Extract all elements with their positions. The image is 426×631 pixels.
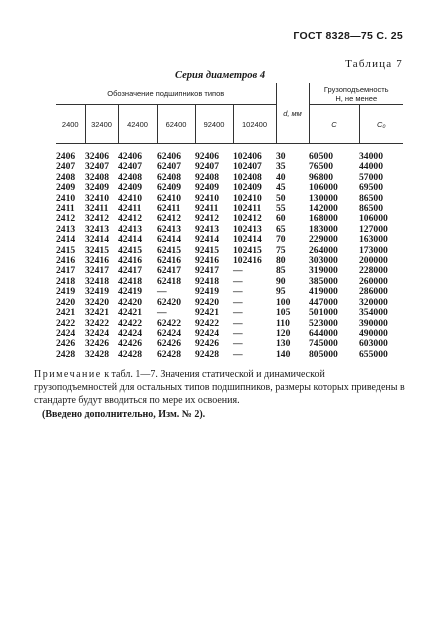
table-cell: 2424 [56, 327, 76, 339]
table-cell: 2421 [56, 307, 76, 319]
table-cell: 92414 [195, 234, 219, 246]
table-cell: 42411 [118, 203, 142, 215]
bearing-table [56, 83, 403, 360]
table-cell: 62422 [157, 317, 181, 329]
table-cell: 106000 [309, 182, 338, 194]
table-cell: 32422 [85, 317, 109, 329]
table-cell: 69500 [359, 182, 383, 194]
table-cell: 120 [276, 327, 291, 339]
table-cell: 260000 [359, 275, 388, 287]
table-cell: 42410 [118, 192, 142, 204]
table-cell: 92416 [195, 255, 219, 267]
table-cell: 644000 [309, 327, 338, 339]
note-label: Примечание [34, 369, 102, 380]
table-cell: — [233, 296, 243, 308]
table-cell: 92428 [195, 348, 219, 360]
table-cell: 62418 [157, 275, 181, 287]
table-cell: 40 [276, 171, 286, 183]
table-cell: 42415 [118, 244, 142, 256]
table-cell: 75 [276, 244, 286, 256]
table-cell: — [157, 307, 167, 319]
table-cell: 32417 [85, 265, 109, 277]
table-cell: 42422 [118, 317, 142, 329]
amendment-line: (Введено дополнительно, Изм. № 2). [42, 409, 206, 420]
table-row [56, 194, 403, 204]
col-header: 62400 [157, 105, 195, 144]
table-cell: — [233, 307, 243, 319]
table-cell: 655000 [359, 348, 388, 360]
table-cell: 62420 [157, 296, 181, 308]
table-cell: 92419 [195, 286, 219, 298]
table-cell: 80 [276, 255, 286, 267]
table-cell: 62410 [157, 192, 181, 204]
table-cell: 805000 [309, 348, 338, 360]
table-cell: 200000 [359, 255, 388, 267]
col-header: 32400 [85, 105, 118, 144]
table-cell: 102414 [233, 234, 262, 246]
table-cell: 92411 [195, 203, 219, 215]
table-cell: 62414 [157, 234, 181, 246]
table-cell: 264000 [309, 244, 338, 256]
table-cell: 2407 [56, 161, 76, 173]
table-cell: 102408 [233, 171, 262, 183]
table-cell: 354000 [359, 307, 388, 319]
table-cell: 32408 [85, 171, 109, 183]
series-title: Серия диаметров 4 [175, 70, 266, 81]
table-cell: 92417 [195, 265, 219, 277]
load-header-line2: Н, не менее [335, 93, 378, 103]
table-cell: 92410 [195, 192, 219, 204]
table-cell: 102412 [233, 213, 262, 225]
table-cell: 42414 [118, 234, 142, 246]
col-header: 102400 [233, 105, 276, 144]
table-cell: 286000 [359, 286, 388, 298]
table-cell: 32411 [85, 203, 109, 215]
table-cell: 32418 [85, 275, 109, 287]
table-cell: 42406 [118, 151, 142, 162]
table-cell: 320000 [359, 296, 388, 308]
table-cell: 65 [276, 223, 286, 235]
table-cell: 2420 [56, 296, 76, 308]
table-cell: 2414 [56, 234, 76, 246]
table-cell: 2422 [56, 317, 76, 329]
table-cell: 163000 [359, 234, 388, 246]
table-cell: 168000 [309, 213, 338, 225]
table-cell: 2411 [56, 203, 75, 215]
table-cell: 32415 [85, 244, 109, 256]
table-cell: 92409 [195, 182, 219, 194]
table-cell: 62417 [157, 265, 181, 277]
table-cell: 44000 [359, 161, 383, 173]
table-cell: 62407 [157, 161, 181, 173]
table-note [34, 368, 406, 407]
table-cell: 62426 [157, 338, 181, 350]
table-cell: 501000 [309, 307, 338, 319]
table-cell: 32421 [85, 307, 109, 319]
table-cell: 62428 [157, 348, 181, 360]
table-cell: 92415 [195, 244, 219, 256]
table-cell: — [233, 317, 243, 329]
col-header: 42400 [118, 105, 157, 144]
table-cell: — [233, 348, 243, 360]
table-cell: 32406 [85, 151, 109, 162]
table-cell: 92406 [195, 151, 219, 162]
table-cell: — [233, 265, 243, 277]
table-cell: 92412 [195, 213, 219, 225]
table-cell: 55 [276, 203, 286, 215]
table-cell: 32407 [85, 161, 109, 173]
table-cell: 2417 [56, 265, 76, 277]
table-cell: 42417 [118, 265, 142, 277]
table-cell: 140 [276, 348, 291, 360]
table-cell: 42424 [118, 327, 142, 339]
col-c0-header: C₀ [359, 105, 403, 144]
table-cell: — [233, 286, 243, 298]
table-cell: 130000 [309, 192, 338, 204]
table-cell: 62413 [157, 223, 181, 235]
table-cell: 90 [276, 275, 286, 287]
note-text: к табл. 1—7. Значения статической и динамической грузоподъемностей для остальных типов подшипников, размеры которых приведены в стандарте будут вводиться по мере их освоения. [34, 369, 405, 406]
table-cell: — [233, 327, 243, 339]
table-cell: 42421 [118, 307, 142, 319]
table-cell: 60 [276, 213, 286, 225]
table-cell: 2412 [56, 213, 76, 225]
table-cell: 228000 [359, 265, 388, 277]
table-cell: 102413 [233, 223, 262, 235]
table-cell: 42407 [118, 161, 142, 173]
table-row [56, 144, 403, 163]
table-cell: 2406 [56, 151, 76, 162]
table-cell: 183000 [309, 223, 338, 235]
table-cell: 32426 [85, 338, 109, 350]
table-cell: 42412 [118, 213, 142, 225]
table-cell: 42426 [118, 338, 142, 350]
table-cell: 70 [276, 234, 286, 246]
table-cell: 85 [276, 265, 286, 277]
table-cell: 92407 [195, 161, 219, 173]
table-cell: 62411 [157, 203, 181, 215]
table-cell: 2410 [56, 192, 76, 204]
group-header: Обозначение подшипников типов [56, 83, 276, 105]
table-cell: 42408 [118, 171, 142, 183]
table-cell: 42418 [118, 275, 142, 287]
table-cell: 102416 [233, 255, 262, 267]
table-cell: 419000 [309, 286, 338, 298]
table-cell: 2408 [56, 171, 76, 183]
table-body [56, 144, 403, 361]
table-cell: 102411 [233, 203, 262, 215]
table-cell: 86500 [359, 203, 383, 215]
table-cell: 2413 [56, 223, 76, 235]
table-cell: 32424 [85, 327, 109, 339]
table-cell: 92413 [195, 223, 219, 235]
table-cell: 102410 [233, 192, 262, 204]
table-cell: 42416 [118, 255, 142, 267]
table-cell: 102406 [233, 151, 262, 162]
table-cell: 42409 [118, 182, 142, 194]
table-cell: 92408 [195, 171, 219, 183]
table-cell: 62424 [157, 327, 181, 339]
table-cell: 385000 [309, 275, 338, 287]
table-cell: 105 [276, 307, 291, 319]
table-cell: 62406 [157, 151, 181, 162]
table-cell: 2409 [56, 182, 76, 194]
table-cell: 42428 [118, 348, 142, 360]
table-cell: 229000 [309, 234, 338, 246]
table-cell: 2426 [56, 338, 76, 350]
table-cell: 447000 [309, 296, 338, 308]
table-cell: 92426 [195, 338, 219, 350]
table-cell: 95 [276, 286, 286, 298]
table-cell: 303000 [309, 255, 338, 267]
col-header: 2400 [56, 105, 85, 144]
col-c-header: C [309, 105, 359, 144]
table-cell: 523000 [309, 317, 338, 329]
table-cell: 57000 [359, 171, 383, 183]
table-cell: 490000 [359, 327, 388, 339]
table-cell: 60500 [309, 151, 333, 162]
table-cell: 32419 [85, 286, 109, 298]
load-header-line1: Грузоподъемность [323, 84, 389, 94]
table-cell: 42413 [118, 223, 142, 235]
col-d-header: d, мм [276, 83, 309, 144]
table-cell: 106000 [359, 213, 388, 225]
table-cell: — [157, 286, 167, 298]
document-code: ГОСТ 8328—75 С. 25 [293, 30, 403, 42]
table-cell: 45 [276, 182, 286, 194]
table-cell: 35 [276, 161, 286, 173]
table-cell: 92424 [195, 327, 219, 339]
table-cell: 127000 [359, 223, 388, 235]
table-cell: 62415 [157, 244, 181, 256]
table-cell: 745000 [309, 338, 338, 350]
table-cell: 100 [276, 296, 291, 308]
table-cell: 62409 [157, 182, 181, 194]
table-cell: 2415 [56, 244, 76, 256]
table-cell: 2418 [56, 275, 76, 287]
table-cell: 130 [276, 338, 291, 350]
table-cell: 92420 [195, 296, 219, 308]
table-cell: 2428 [56, 348, 76, 360]
table-cell: 62416 [157, 255, 181, 267]
table-cell: 76500 [309, 161, 333, 173]
table-cell: 2419 [56, 286, 76, 298]
table-cell: 42419 [118, 286, 142, 298]
table-cell: 390000 [359, 317, 388, 329]
table-cell: 30 [276, 151, 286, 162]
table-row [56, 350, 403, 360]
table-cell: 92418 [195, 275, 219, 287]
table-cell: 32412 [85, 213, 109, 225]
table-cell: 32409 [85, 182, 109, 194]
table-cell: 42420 [118, 296, 142, 308]
col-header: 92400 [195, 105, 233, 144]
table-cell: 92422 [195, 317, 219, 329]
table-cell: 34000 [359, 151, 383, 162]
table-cell: 92421 [195, 307, 219, 319]
table-cell: 32414 [85, 234, 109, 246]
table-cell: 32416 [85, 255, 109, 267]
table-cell: 102415 [233, 244, 262, 256]
table-cell: 102409 [233, 182, 262, 194]
table-cell: — [233, 338, 243, 350]
table-cell: 86500 [359, 192, 383, 204]
table-cell: 102407 [233, 161, 262, 173]
table-cell: 173000 [359, 244, 388, 256]
table-cell: 32420 [85, 296, 109, 308]
table-cell: 32428 [85, 348, 109, 360]
table-cell: 50 [276, 192, 286, 204]
table-cell: 96800 [309, 171, 333, 183]
load-header [309, 83, 403, 105]
table-cell: 62412 [157, 213, 181, 225]
table-cell: 32413 [85, 223, 109, 235]
table-cell: 32410 [85, 192, 109, 204]
table-cell: 62408 [157, 171, 181, 183]
table-cell: — [233, 275, 243, 287]
table-cell: 319000 [309, 265, 338, 277]
table-cell: 2416 [56, 255, 76, 267]
table-label: Таблица 7 [345, 58, 403, 70]
table-cell: 142000 [309, 203, 338, 215]
table-cell: 110 [276, 317, 290, 329]
table-cell: 603000 [359, 338, 388, 350]
table-row [56, 308, 403, 318]
